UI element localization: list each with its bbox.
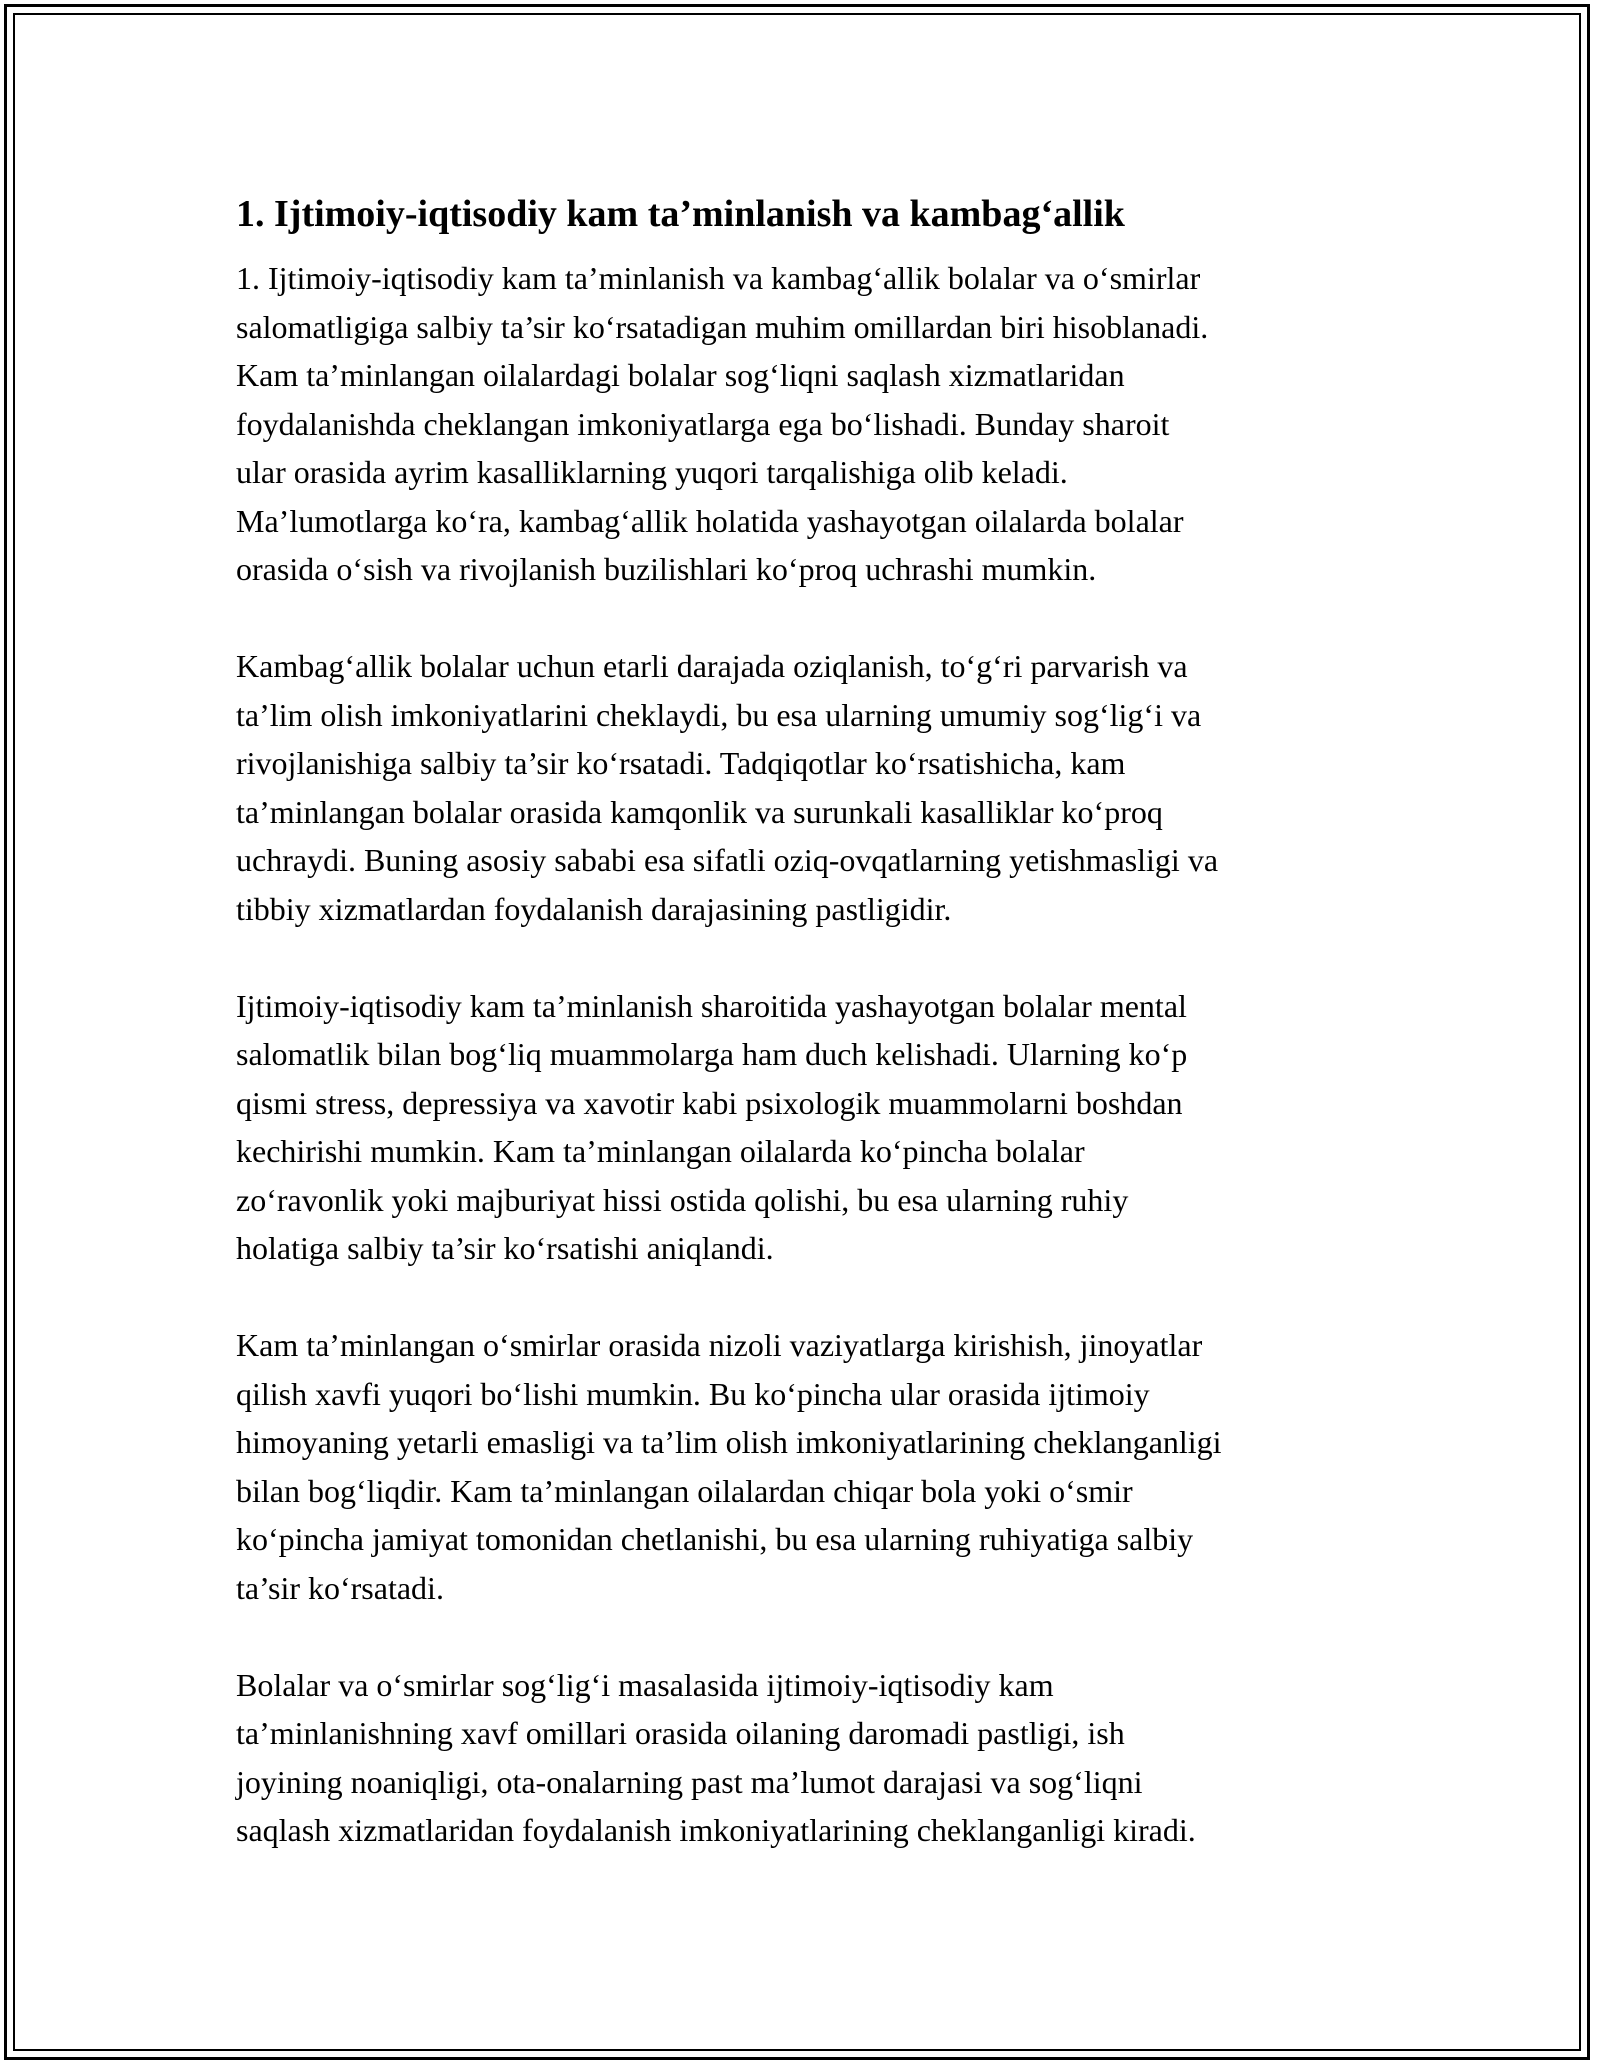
text-line: bilan bog‘liqdir. Kam ta’minlangan oilalardan chiqar bola yoki o‘smir <box>236 1472 1133 1509</box>
text-line: orasida o‘sish va rivojlanish buzilishlari ko‘proq uchrashi mumkin. <box>236 551 1097 587</box>
text-line: Kam ta’minlangan o‘smirlar orasida nizoli vaziyatlarga kirishish, jinoyatlar <box>236 1327 1203 1363</box>
text-line: tibbiy xizmatlardan foydalanish darajasining pastligidir. <box>236 890 952 927</box>
text-line: himoyaning yetarli emasligi va ta’lim olish imkoniyatlarining cheklanganligi <box>236 1424 1222 1460</box>
text-line: salomatlik bilan bog‘liq muammolarga ham duch kelishadi. Ularning ko‘p <box>236 1036 1188 1072</box>
text-line: foydalanishda cheklangan imkoniyatlarga ega bo‘lishadi. Bunday sharoit <box>236 405 1170 442</box>
text-line: rivojlanishiga salbiy ta’sir ko‘rsatadi. Tadqiqotlar ko‘rsatishicha, kam <box>236 745 1126 781</box>
text-line: joyining noaniqligi, ota-onalarning past ma’lumot darajasi va sog‘liqni <box>236 1763 1143 1800</box>
text-line: ular orasida ayrim kasalliklarning yuqori tarqalishiga olib keladi. <box>236 454 1068 490</box>
text-line: uchraydi. Buning asosiy sababi esa sifatli oziq-ovqatlarning yetishmasligi va <box>236 842 1219 878</box>
text-line: ta’sir ko‘rsatadi. <box>236 1569 444 1606</box>
document-body <box>236 186 1376 1903</box>
section-heading: 1. Ijtimoiy-iqtisodiy kam ta’minlanish va kambag‘allik <box>236 193 1125 235</box>
text-line: qilish xavfi yuqori bo‘lishi mumkin. Bu ko‘pincha ular orasida ijtimoiy <box>236 1375 1150 1412</box>
text-line: ta’minlanishning xavf omillari orasida oilaning daromadi pastligi, ish <box>236 1715 1125 1751</box>
text-line: saqlash xizmatlaridan foydalanish imkoniyatlarining cheklanganligi kiradi. <box>236 1812 1196 1848</box>
text-line: salomatligiga salbiy ta’sir ko‘rsatadigan muhim omillardan biri hisoblanadi. <box>236 308 1209 345</box>
paragraph-5 <box>236 1661 1376 1855</box>
text-line: holatiga salbiy ta’sir ko‘rsatishi aniqlandi. <box>236 1230 774 1266</box>
text-line: Kambag‘allik bolalar uchun etarli darajada oziqlanish, to‘g‘ri parvarish va <box>236 648 1188 684</box>
text-line: Ijtimoiy-iqtisodiy kam ta’minlanish sharoitida yashayotgan bolalar mental <box>236 987 1187 1024</box>
text-line: 1. Ijtimoiy-iqtisodiy kam ta’minlanish va kambag‘allik bolalar va o‘smirlar <box>236 260 1201 296</box>
text-line: Ma’lumotlarga ko‘ra, kambag‘allik holatida yashayotgan oilalarda bolalar <box>236 502 1184 539</box>
text-line: Kam ta’minlangan oilalardagi bolalar sog‘liqni saqlash xizmatlaridan <box>236 357 1125 393</box>
paragraph-2 <box>236 642 1376 933</box>
paragraph-1 <box>236 254 1376 594</box>
text-line: Bolalar va o‘smirlar sog‘lig‘i masalasida ijtimoiy-iqtisodiy kam <box>236 1666 1054 1703</box>
text-line: ko‘pincha jamiyat tomonidan chetlanishi, bu esa ularning ruhiyatiga salbiy <box>236 1521 1194 1557</box>
paragraph-3 <box>236 982 1376 1273</box>
text-line: zo‘ravonlik yoki majburiyat hissi ostida qolishi, bu esa ularning ruhiy <box>236 1181 1129 1218</box>
paragraph-4 <box>236 1321 1376 1612</box>
text-line: ta’lim olish imkoniyatlarini cheklaydi, bu esa ularning umumiy sog‘lig‘i va <box>236 696 1202 733</box>
text-line: kechirishi mumkin. Kam ta’minlangan oilalarda ko‘pincha bolalar <box>236 1133 1085 1169</box>
text-line: ta’minlangan bolalar orasida kamqonlik va surunkali kasalliklar ko‘proq <box>236 793 1163 830</box>
text-line: qismi stress, depressiya va xavotir kabi psixologik muammolarni boshdan <box>236 1084 1183 1121</box>
